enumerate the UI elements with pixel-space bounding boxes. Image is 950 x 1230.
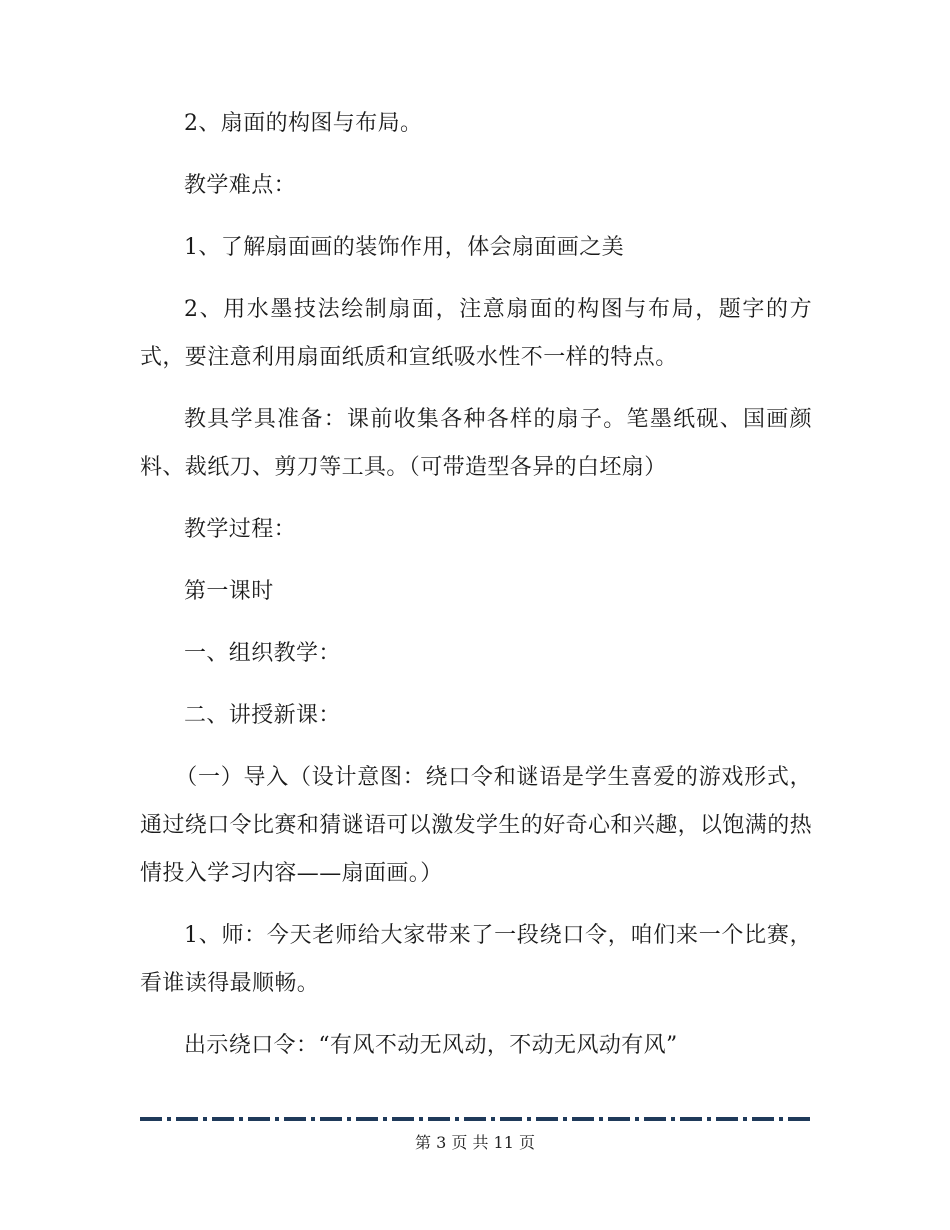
paragraph-new-lesson: 二、讲授新课： xyxy=(184,703,341,728)
footer-divider xyxy=(140,1117,812,1121)
paragraph-difficulty-1: 1、了解扇面画的装饰作用，体会扇面画之美 xyxy=(184,235,624,260)
paragraph-organize-teaching: 一、组织教学： xyxy=(184,641,341,666)
document-body xyxy=(140,100,812,1084)
paragraph-show-tongue-twister: 出示绕口令：“有风不动无风动，不动无风动有风” xyxy=(184,1033,678,1058)
paragraph-teacher-tongue-twister: 1、师：今天老师给大家带来了一段绕口令，咱们来一个比赛，看谁读得最顺畅。 xyxy=(140,923,812,996)
page-number-footer: 第 3 页 共 11 页 xyxy=(415,1133,535,1152)
paragraph-first-lesson: 第一课时 xyxy=(184,579,274,604)
paragraph-process-heading: 教学过程： xyxy=(184,517,297,542)
paragraph-teaching-aids: 教具学具准备：课前收集各种各样的扇子。笔墨纸砚、国画颜料、裁纸刀、剪刀等工具。（可带造型各异的白坯扇） xyxy=(140,407,812,480)
paragraph-difficulty-heading: 教学难点： xyxy=(184,173,297,198)
paragraph-introduction: （一）导入（设计意图：绕口令和谜语是学生喜爱的游戏形式，通过绕口令比赛和猜谜语可以激发学生的好奇心和兴趣，以饱满的热情投入学习内容——扇面画。） xyxy=(140,765,813,886)
paragraph-difficulty-2: 2、用水墨技法绘制扇面，注意扇面的构图与布局，题字的方式，要注意利用扇面纸质和宣纸吸水性不一样的特点。 xyxy=(140,297,812,370)
paragraph-key-point-2: 2、扇面的构图与布局。 xyxy=(184,111,423,136)
